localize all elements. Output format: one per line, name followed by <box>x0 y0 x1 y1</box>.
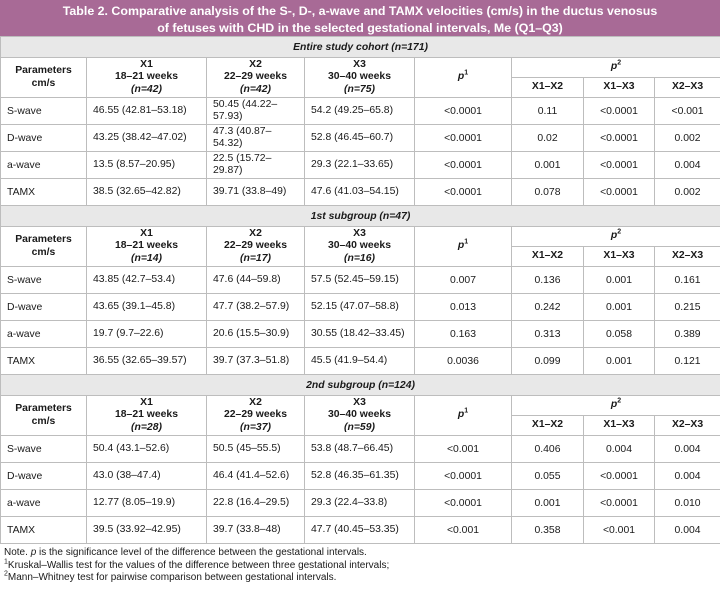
cell-x3: 52.15 (47.07–58.8) <box>305 294 415 321</box>
pairwise-header-pair2: X1–X3 <box>584 416 655 436</box>
section-title: 1st subgroup (n=47) <box>1 206 720 227</box>
cell-p12: 0.313 <box>512 321 584 348</box>
cell-p13: 0.004 <box>584 436 655 463</box>
group-weeks: 18–21 weeks <box>115 240 178 252</box>
note-line: Note. p is the significance level of the difference between the gestational intervals. <box>4 547 367 558</box>
cell-x1: 43.0 (38–47.4) <box>87 463 207 490</box>
cell-p12: 0.055 <box>512 463 584 490</box>
group-n: (n=16) <box>344 252 375 264</box>
group-weeks: 18–21 weeks <box>115 409 178 421</box>
table-row <box>1 321 720 348</box>
p1-label: p <box>457 240 465 252</box>
group-weeks: 18–21 weeks <box>115 71 178 83</box>
group-header <box>305 227 415 267</box>
group-header <box>87 58 207 98</box>
cell-p1: 0.013 <box>415 294 512 321</box>
cell-x3: 57.5 (52.45–59.15) <box>305 267 415 294</box>
cell-x2: 47.3 (40.87–54.32) <box>207 125 305 152</box>
p2-label: p <box>610 61 618 73</box>
cell-p23: 0.004 <box>655 152 720 179</box>
cell-p23: 0.010 <box>655 490 720 517</box>
cell-p12: 0.001 <box>512 490 584 517</box>
cell-x3: 30.55 (18.42–33.45) <box>305 321 415 348</box>
table-title-line1: Table 2. Comparative analysis of the S-, D-, a-wave and TAMX velocities (cm/s) in the ductus venosus <box>62 4 658 18</box>
group-n: (n=42) <box>240 83 271 95</box>
cell-x1: 13.5 (8.57–20.95) <box>87 152 207 179</box>
cell-p13: <0.0001 <box>584 125 655 152</box>
cell-p1: <0.0001 <box>415 98 512 125</box>
column-header-row <box>1 58 720 78</box>
group-weeks: 30–40 weeks <box>328 71 391 83</box>
cell-x1: 39.5 (33.92–42.95) <box>87 517 207 544</box>
cell-p23: 0.004 <box>655 463 720 490</box>
group-weeks: 22–29 weeks <box>224 409 287 421</box>
p1-label: p <box>457 71 465 83</box>
group-n: (n=75) <box>344 83 375 95</box>
group-name: X1 <box>140 227 153 239</box>
p2-sup: 2 <box>617 228 622 236</box>
cell-p12: 0.02 <box>512 125 584 152</box>
cell-x3: 53.8 (48.7–66.45) <box>305 436 415 463</box>
cell-p12: 0.078 <box>512 179 584 206</box>
row-parameter: TAMX <box>1 517 87 544</box>
p2-label: p <box>610 399 618 411</box>
group-weeks: 22–29 weeks <box>224 71 287 83</box>
cell-p13: <0.0001 <box>584 179 655 206</box>
footnote-2: $^2$Mann–Whitney test for pairwise comparison between gestational intervals. <box>4 570 337 583</box>
cell-p12: 0.406 <box>512 436 584 463</box>
cell-p23: 0.215 <box>655 294 720 321</box>
cell-p23: 0.161 <box>655 267 720 294</box>
pairwise-header-pair3: X2–X3 <box>655 247 720 267</box>
cell-x2: 46.4 (41.4–52.6) <box>207 463 305 490</box>
parameters-header-line2: cm/s <box>31 246 56 258</box>
cell-p23: 0.002 <box>655 125 720 152</box>
group-n: (n=17) <box>240 252 271 264</box>
cell-x2: 50.5 (45–55.5) <box>207 436 305 463</box>
cell-x2: 39.71 (33.8–49) <box>207 179 305 206</box>
parameters-header-line1: Parameters <box>15 403 72 414</box>
p1-label: p <box>457 409 465 421</box>
section-title: 2nd subgroup (n=124) <box>1 375 720 396</box>
group-n: (n=42) <box>131 83 162 95</box>
p1-sup: 1 <box>464 238 469 246</box>
table-notes <box>0 544 720 588</box>
cell-p23: 0.004 <box>655 436 720 463</box>
parameters-header-line1: Parameters <box>15 65 72 76</box>
cell-p13: <0.0001 <box>584 463 655 490</box>
group-name: X3 <box>353 227 366 239</box>
pairwise-header-pair3: X2–X3 <box>655 78 720 98</box>
row-parameter: S-wave <box>1 267 87 294</box>
cell-x1: 43.65 (39.1–45.8) <box>87 294 207 321</box>
group-name: X2 <box>249 396 262 408</box>
table-row <box>1 125 720 152</box>
data-table <box>0 36 720 544</box>
group-header <box>305 58 415 98</box>
cell-x1: 43.85 (42.7–53.4) <box>87 267 207 294</box>
table-row <box>1 179 720 206</box>
pairwise-header-pair2: X1–X3 <box>584 78 655 98</box>
cell-x3: 54.2 (49.25–65.8) <box>305 98 415 125</box>
cell-p12: 0.099 <box>512 348 584 375</box>
section-header-row <box>1 37 720 58</box>
cell-p23: <0.001 <box>655 98 720 125</box>
cell-p23: 0.121 <box>655 348 720 375</box>
group-weeks: 30–40 weeks <box>328 409 391 421</box>
table-row <box>1 294 720 321</box>
group-header <box>87 227 207 267</box>
row-parameter: a-wave <box>1 152 87 179</box>
pairwise-header-pair1: X1–X2 <box>512 247 584 267</box>
table-row <box>1 490 720 517</box>
cell-x2: 47.7 (38.2–57.9) <box>207 294 305 321</box>
parameters-header <box>1 58 87 98</box>
cell-x1: 50.4 (43.1–52.6) <box>87 436 207 463</box>
cell-p13: <0.0001 <box>584 152 655 179</box>
group-header <box>207 227 305 267</box>
section-header-row <box>1 375 720 396</box>
pairwise-header-pair3: X2–X3 <box>655 416 720 436</box>
p1-header <box>415 58 512 98</box>
pairwise-header-pair2: X1–X3 <box>584 247 655 267</box>
parameters-header-line1: Parameters <box>15 234 72 245</box>
cell-p1: <0.001 <box>415 517 512 544</box>
group-weeks: 22–29 weeks <box>224 240 287 252</box>
p2-header <box>512 227 720 247</box>
cell-p1: <0.0001 <box>415 152 512 179</box>
cell-p23: 0.002 <box>655 179 720 206</box>
cell-p13: <0.0001 <box>584 98 655 125</box>
cell-x3: 52.8 (46.35–61.35) <box>305 463 415 490</box>
parameters-header <box>1 227 87 267</box>
cell-x2: 20.6 (15.5–30.9) <box>207 321 305 348</box>
table-body <box>1 37 720 544</box>
cell-x2: 47.6 (44–59.8) <box>207 267 305 294</box>
cell-p1: 0.163 <box>415 321 512 348</box>
group-name: X1 <box>140 396 153 408</box>
cell-x2: 22.5 (15.72–29.87) <box>207 152 305 179</box>
cell-x2: 50.45 (44.22–57.93) <box>207 98 305 125</box>
cell-p1: <0.0001 <box>415 490 512 517</box>
pairwise-header-pair1: X1–X2 <box>512 78 584 98</box>
p2-sup: 2 <box>617 59 622 67</box>
cell-x3: 29.3 (22.4–33.8) <box>305 490 415 517</box>
cell-p13: 0.001 <box>584 348 655 375</box>
p2-label: p <box>610 230 618 242</box>
group-n: (n=28) <box>131 421 162 433</box>
cell-p12: 0.242 <box>512 294 584 321</box>
cell-x3: 52.8 (46.45–60.7) <box>305 125 415 152</box>
table-row <box>1 267 720 294</box>
cell-x1: 12.77 (8.05–19.9) <box>87 490 207 517</box>
table-row <box>1 152 720 179</box>
cell-p13: 0.058 <box>584 321 655 348</box>
cell-x3: 29.3 (22.1–33.65) <box>305 152 415 179</box>
cell-x3: 47.6 (41.03–54.15) <box>305 179 415 206</box>
cell-p12: 0.11 <box>512 98 584 125</box>
column-header-row <box>1 396 720 416</box>
group-n: (n=14) <box>131 252 162 264</box>
row-parameter: D-wave <box>1 125 87 152</box>
cell-p13: <0.0001 <box>584 490 655 517</box>
p2-header <box>512 58 720 78</box>
cell-x3: 47.7 (40.45–53.35) <box>305 517 415 544</box>
section-title: Entire study cohort (n=171) <box>1 37 720 58</box>
group-name: X2 <box>249 227 262 239</box>
group-name: X2 <box>249 58 262 70</box>
parameters-header-line2: cm/s <box>31 415 56 427</box>
group-weeks: 30–40 weeks <box>328 240 391 252</box>
p2-sup: 2 <box>617 397 622 405</box>
table-row <box>1 463 720 490</box>
row-parameter: D-wave <box>1 463 87 490</box>
table-row <box>1 348 720 375</box>
cell-x1: 19.7 (9.7–22.6) <box>87 321 207 348</box>
cell-x1: 43.25 (38.42–47.02) <box>87 125 207 152</box>
group-name: X3 <box>353 396 366 408</box>
p1-sup: 1 <box>464 69 469 77</box>
group-n: (n=59) <box>344 421 375 433</box>
cell-p13: 0.001 <box>584 294 655 321</box>
row-parameter: a-wave <box>1 490 87 517</box>
table-title-line2: of fetuses with CHD in the selected gestational intervals, Me (Q1–Q3) <box>157 21 563 35</box>
cell-p12: 0.001 <box>512 152 584 179</box>
cell-p13: 0.001 <box>584 267 655 294</box>
group-header <box>305 396 415 436</box>
p1-header <box>415 227 512 267</box>
group-name: X3 <box>353 58 366 70</box>
cell-x2: 39.7 (37.3–51.8) <box>207 348 305 375</box>
cell-p12: 0.358 <box>512 517 584 544</box>
cell-p1: <0.0001 <box>415 463 512 490</box>
row-parameter: TAMX <box>1 348 87 375</box>
cell-p1: 0.0036 <box>415 348 512 375</box>
row-parameter: S-wave <box>1 436 87 463</box>
group-header <box>87 396 207 436</box>
cell-x2: 39.7 (33.8–48) <box>207 517 305 544</box>
group-n: (n=37) <box>240 421 271 433</box>
row-parameter: S-wave <box>1 98 87 125</box>
group-name: X1 <box>140 58 153 70</box>
section-header-row <box>1 206 720 227</box>
cell-x1: 36.55 (32.65–39.57) <box>87 348 207 375</box>
p2-header <box>512 396 720 416</box>
parameters-header <box>1 396 87 436</box>
table-row <box>1 517 720 544</box>
cell-p13: <0.001 <box>584 517 655 544</box>
cell-x3: 45.5 (41.9–54.4) <box>305 348 415 375</box>
footnote-1: $^1$Kruskal–Wallis test for the values of the difference between three gestational intervals; <box>4 558 390 571</box>
cell-p1: 0.007 <box>415 267 512 294</box>
p1-header <box>415 396 512 436</box>
cell-p23: 0.004 <box>655 517 720 544</box>
group-header <box>207 58 305 98</box>
cell-x1: 46.55 (42.81–53.18) <box>87 98 207 125</box>
group-header <box>207 396 305 436</box>
cell-x1: 38.5 (32.65–42.82) <box>87 179 207 206</box>
cell-p1: <0.0001 <box>415 179 512 206</box>
pairwise-header-pair1: X1–X2 <box>512 416 584 436</box>
cell-p12: 0.136 <box>512 267 584 294</box>
parameters-header-line2: cm/s <box>31 77 56 89</box>
table-title <box>0 0 720 36</box>
column-header-row <box>1 227 720 247</box>
cell-p1: <0.001 <box>415 436 512 463</box>
row-parameter: D-wave <box>1 294 87 321</box>
p1-sup: 1 <box>464 407 469 415</box>
row-parameter: a-wave <box>1 321 87 348</box>
row-parameter: TAMX <box>1 179 87 206</box>
table-row <box>1 436 720 463</box>
cell-p23: 0.389 <box>655 321 720 348</box>
cell-p1: <0.0001 <box>415 125 512 152</box>
table-row <box>1 98 720 125</box>
cell-x2: 22.8 (16.4–29.5) <box>207 490 305 517</box>
